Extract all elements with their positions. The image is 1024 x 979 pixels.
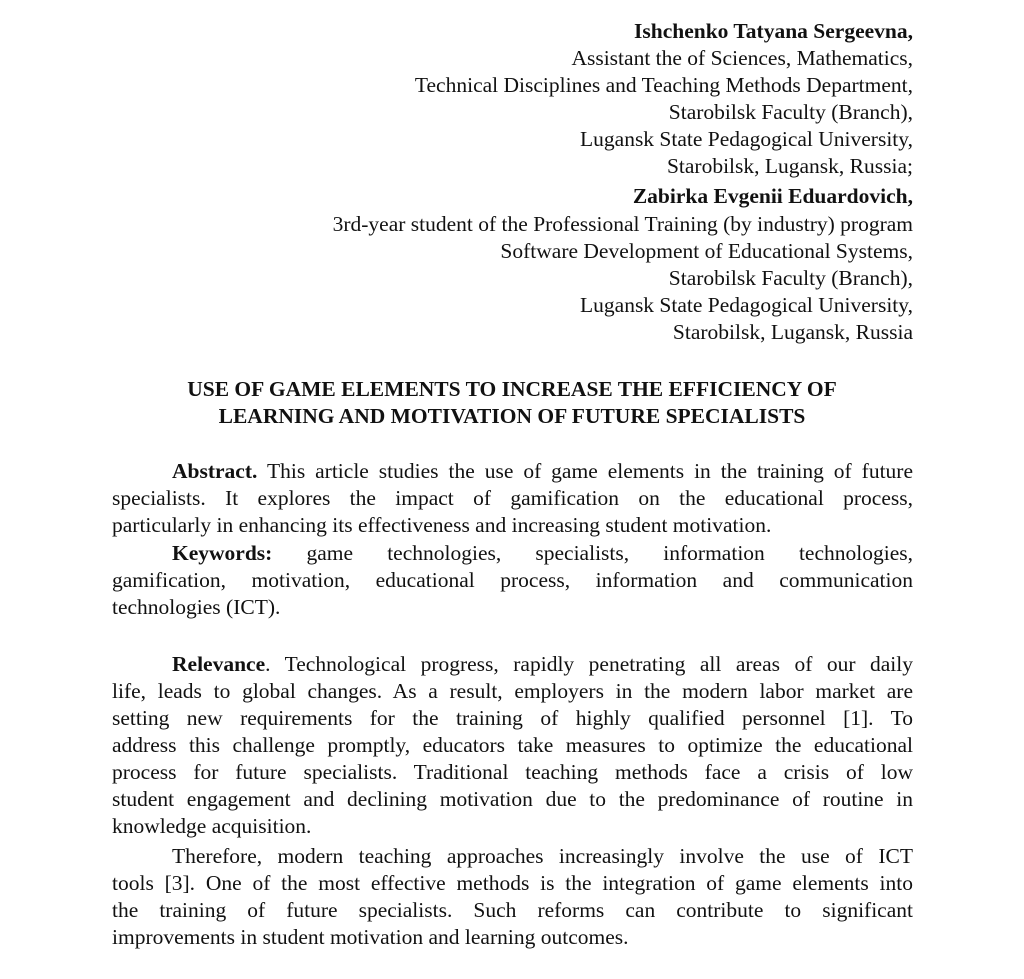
- relevance-line: address this challenge promptly, educators take measures to optimize the educational: [112, 733, 913, 757]
- author-affiliation-line: Starobilsk Faculty (Branch),: [668, 266, 913, 290]
- title-line-1: USE OF GAME ELEMENTS TO INCREASE THE EFFICIENCY OF: [187, 377, 837, 401]
- relevance-line: knowledge acquisition.: [112, 814, 312, 838]
- author-affiliation-line: Starobilsk, Lugansk, Russia: [672, 320, 913, 344]
- author-affiliation-line: Starobilsk, Lugansk, Russia;: [666, 154, 913, 178]
- keywords-line: gamification, motivation, educational process, information and communication: [112, 568, 913, 592]
- relevance-line: student engagement and declining motivation due to the predominance of routine in: [112, 787, 913, 811]
- author-affiliation-line: Lugansk State Pedagogical University,: [580, 293, 913, 317]
- author-affiliation-line: 3rd-year student of the Professional Training (by industry) program: [332, 212, 913, 236]
- relevance-line: process for future specialists. Traditional teaching methods face a crisis of low: [112, 760, 913, 784]
- abstract-line: particularly in enhancing its effectiveness and increasing student motivation.: [112, 513, 772, 537]
- keywords-line: technologies (ICT).: [112, 595, 281, 619]
- relevance-line: life, leads to global changes. As a result, employers in the modern labor market are: [112, 679, 913, 703]
- relevance-line: setting new requirements for the training of highly qualified personnel [1]. To: [112, 706, 913, 730]
- paragraph-line: tools [3]. One of the most effective methods is the integration of game elements into: [112, 871, 913, 895]
- paragraph-line: the training of future specialists. Such reforms can contribute to significant: [112, 898, 913, 922]
- author-affiliation-line: Starobilsk Faculty (Branch),: [668, 100, 913, 124]
- author-affiliation-line: Assistant the of Sciences, Mathematics,: [571, 46, 913, 70]
- paragraph-line: Therefore, modern teaching approaches increasingly involve the use of ICT: [172, 844, 913, 868]
- relevance-line: [172, 651, 913, 678]
- abstract-text: This article studies the use of game elements in the training of future: [257, 459, 913, 483]
- author-affiliation-line: Lugansk State Pedagogical University,: [580, 127, 913, 151]
- abstract-line: specialists. It explores the impact of gamification on the educational process,: [112, 486, 913, 510]
- relevance-text: . Technological progress, rapidly penetrating all areas of our daily: [265, 652, 913, 676]
- author-affiliation-line: Technical Disciplines and Teaching Methods Department,: [414, 73, 913, 97]
- paragraph-line: improvements in student motivation and learning outcomes.: [112, 925, 629, 949]
- relevance-label: Relevance: [172, 652, 266, 676]
- keywords-line: [172, 540, 913, 567]
- abstract-label: Abstract.: [172, 459, 258, 483]
- keywords-text: game technologies, specialists, information technologies,: [272, 541, 913, 565]
- author-affiliation-line: Software Development of Educational Systems,: [500, 239, 913, 263]
- keywords-label: Keywords:: [172, 541, 273, 565]
- title-line-2: LEARNING AND MOTIVATION OF FUTURE SPECIALISTS: [218, 404, 806, 428]
- author-name: Zabirka Evgenii Eduardovich,: [632, 184, 913, 208]
- author-name: Ishchenko Tatyana Sergeevna,: [634, 19, 913, 43]
- abstract-line: [172, 458, 913, 485]
